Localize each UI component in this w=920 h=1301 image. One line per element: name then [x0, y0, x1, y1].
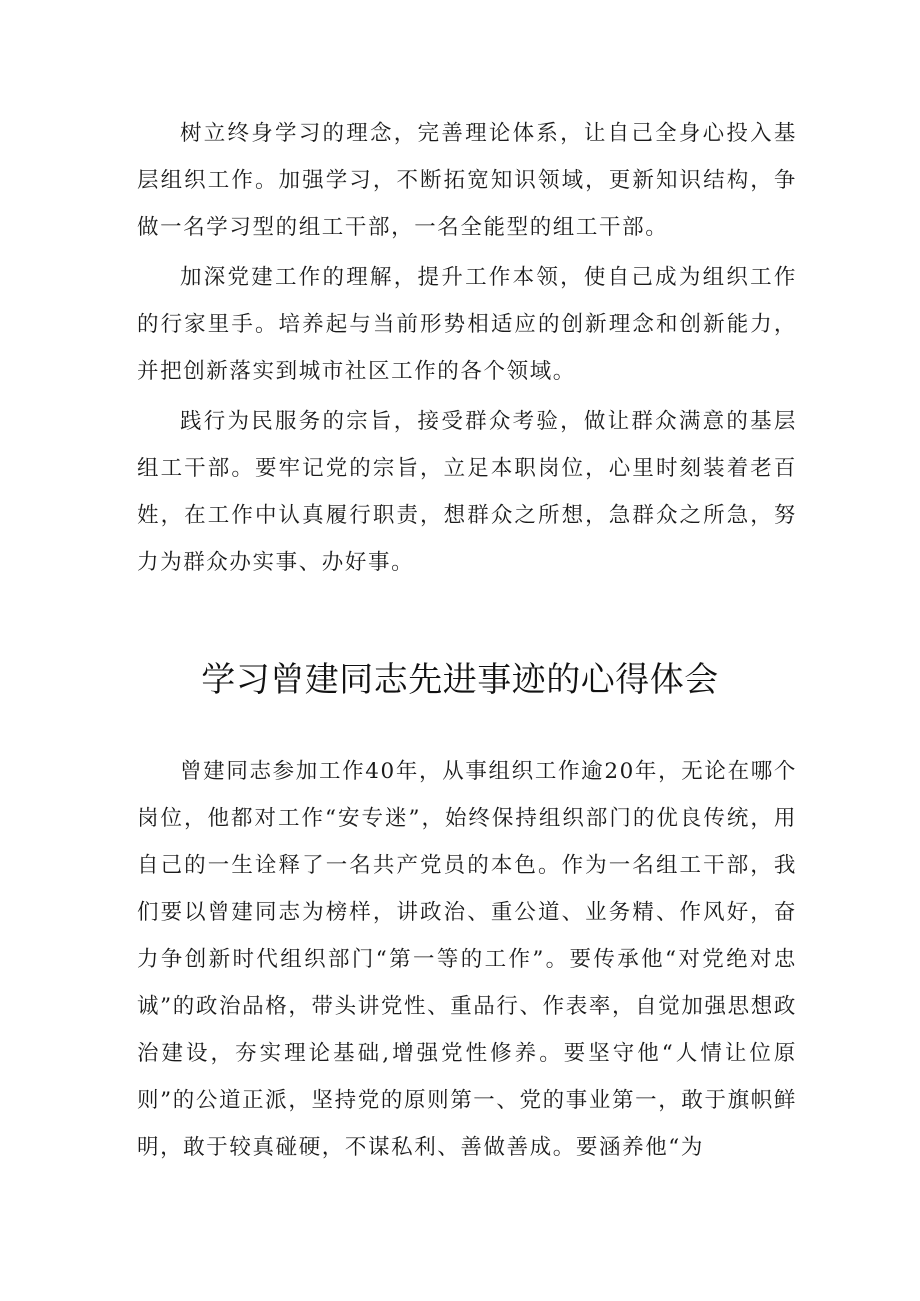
- paragraph-serve-the-people: 践行为民服务的宗旨，接受群众考验，做让群众满意的基层组工干部。要牢记党的宗旨，立足本职岗位，心里时刻装着老百姓，在工作中认真履行职责，想群众之所想，急群众之所急，努力为群众办实事、办好事。: [137, 409, 797, 575]
- paragraph-lifelong-learning: 树立终身学习的理念，完善理论体系，让自己全身心投入基层组织工作。加强学习，不断拓宽知识领域，更新知识结构，争做一名学习型的组工干部，一名全能型的组工干部。: [137, 121, 797, 240]
- paragraph-zeng-jian: 曾建同志参加工作40年，从事组织工作逾20年，无论在哪个岗位，他都对工作“安专迷”，始终保持组织部门的优良传统，用自己的一生诠释了一名共产党员的本色。作为一名组工干部，我们要以曾建同志为榜样，讲政治、重公道、业务精、作风好，奋力争创新时代组织部门“第一等的工作”。要传承他“对党绝对忠诚”的政治品格，带头讲党性、重品行、作表率，自觉加强思想政治建设，夯实理论基础,增强党性修养。要坚守他“人情让位原则”的公道正派，坚持党的原则第一、党的事业第一，敢于旗帜鲜明，敢于较真碰硬，不谋私利、善做善成。要涵养他“为: [137, 759, 797, 1160]
- bottom-text-section: [137, 748, 797, 1171]
- top-text-section: [137, 110, 797, 586]
- document-title: 学习曾建同志先进事迹的心得体会: [201, 660, 719, 700]
- paragraph-party-building: 加深党建工作的理解，提升工作本领，使自己成为组织工作的行家里手。培养起与当前形势相适应的创新理念和创新能力，并把创新落实到城市社区工作的各个领域。: [137, 265, 797, 384]
